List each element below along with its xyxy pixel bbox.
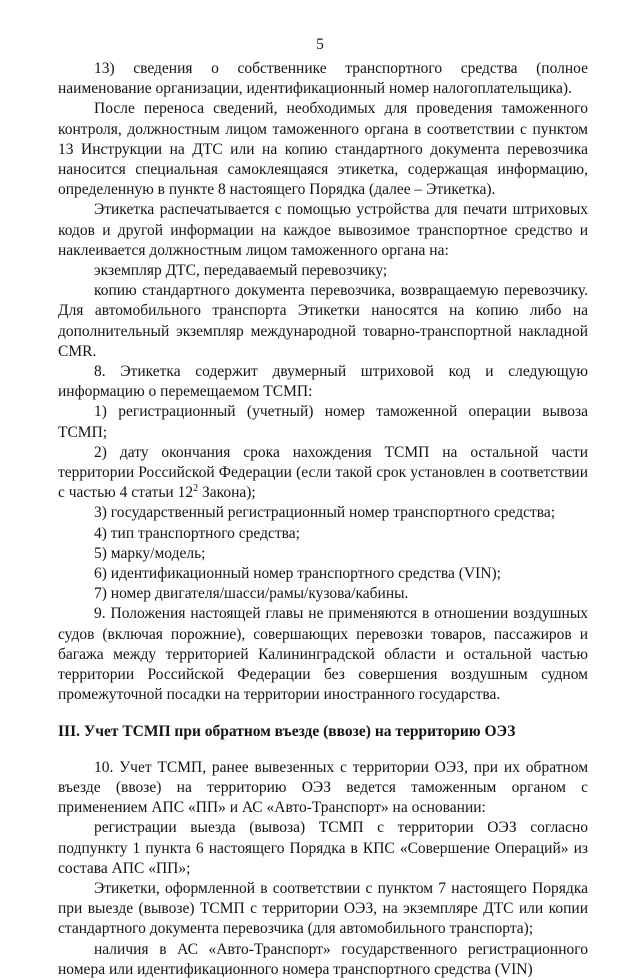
paragraph: Этикетка распечатывается с помощью устройства для печати штриховых кодов и другой информации на каждое вывозимое транспортное средство и наклеивается должностным лицом таможенного органа на: xyxy=(58,201,588,259)
page-number: 5 xyxy=(316,36,324,53)
paragraph: 7) номер двигателя/шасси/рамы/кузова/кабины. xyxy=(94,585,409,603)
paragraph: наличия в АС «Авто-Транспорт» государственного регистрационного номера или идентификационного номера транспортного средства (VIN) xyxy=(58,940,588,978)
paragraph: 5) марку/модель; xyxy=(94,544,206,562)
paragraph-with-superscript xyxy=(58,443,588,504)
paragraph: 10. Учет ТСМП, ранее вывезенных с территории ОЭЗ, при их обратном въезде (ввозе) на территорию ОЭЗ ведется таможенным органом с применением АПС «ПП» и АС «Авто-Транспорт» на основании: xyxy=(58,758,588,817)
paragraph: копию стандартного документа перевозчика, возвращаемую перевозчику. Для автомобильного транспорта Этикетки наносятся на копию либо на дополнительный экземпляр международной товарно-транспортной накладной CMR. xyxy=(58,282,588,360)
superscript: 2 xyxy=(193,483,199,495)
paragraph: 4) тип транспортного средства; xyxy=(94,524,300,542)
paragraph-tail: Закона); xyxy=(198,484,256,502)
paragraph: После переноса сведений, необходимых для проведения таможенного контроля, должностным лицом таможенного органа в соответствии с пунктом 13 Инструкции на ДТС или на копию стандартного документа перевозчика наносится специальная самоклеящаяся этикетка, содержащая информацию, определенную в пункте 8 настоящего Порядка (далее – Этикетка). xyxy=(58,100,588,199)
paragraph: 8. Этикетка содержит двумерный штриховой код и следующую информацию о перемещаемом ТСМП: xyxy=(58,363,588,401)
paragraph: регистрации выезда (вывоза) ТСМП с территории ОЭЗ согласно подпункту 1 пункта 6 настоящего Порядка в КПС «Совершение Операций» из состава АПС «ПП»; xyxy=(58,819,588,877)
section-heading: III. Учет ТСМП при обратном въезде (ввозе) на территорию ОЭЗ xyxy=(58,722,516,740)
paragraph: 6) идентификационный номер транспортного средства (VIN); xyxy=(94,565,501,583)
paragraph: 13) сведения о собственнике транспортного средства (полное наименование организации, идентификационный номер налогоплательщика). xyxy=(58,60,588,98)
paragraph-text: 2) дату окончания срока нахождения ТСМП на остальной части территории Российской Федерации (если такой срок установлен в соответствии с частью 4 статьи 12 xyxy=(58,443,588,502)
paragraph: 9. Положения настоящей главы не применяются в отношении воздушных судов (включая порожние), совершающих перевозки товаров, пассажиров и багажа между территорией Калининградской области и остальной частью территории Российской Федерации без совершения воздушным судном промежуточной посадки на территории иностранного государства. xyxy=(58,605,588,704)
paragraph: 1) регистрационный (учетный) номер таможенной операции вывоза ТСМП; xyxy=(58,403,588,441)
paragraph: Этикетки, оформленной в соответствии с пунктом 7 настоящего Порядка при выезде (вывозе) ТСМП с территории ОЭЗ, на экземпляре ДТС или копии стандартного документа перевозчика (для автомобильного транспорта); xyxy=(58,879,588,938)
document-body xyxy=(58,59,588,980)
paragraph: 3) государственный регистрационный номер транспортного средства; xyxy=(94,504,556,522)
paragraph: экземпляр ДТС, передаваемый перевозчику; xyxy=(94,262,388,280)
